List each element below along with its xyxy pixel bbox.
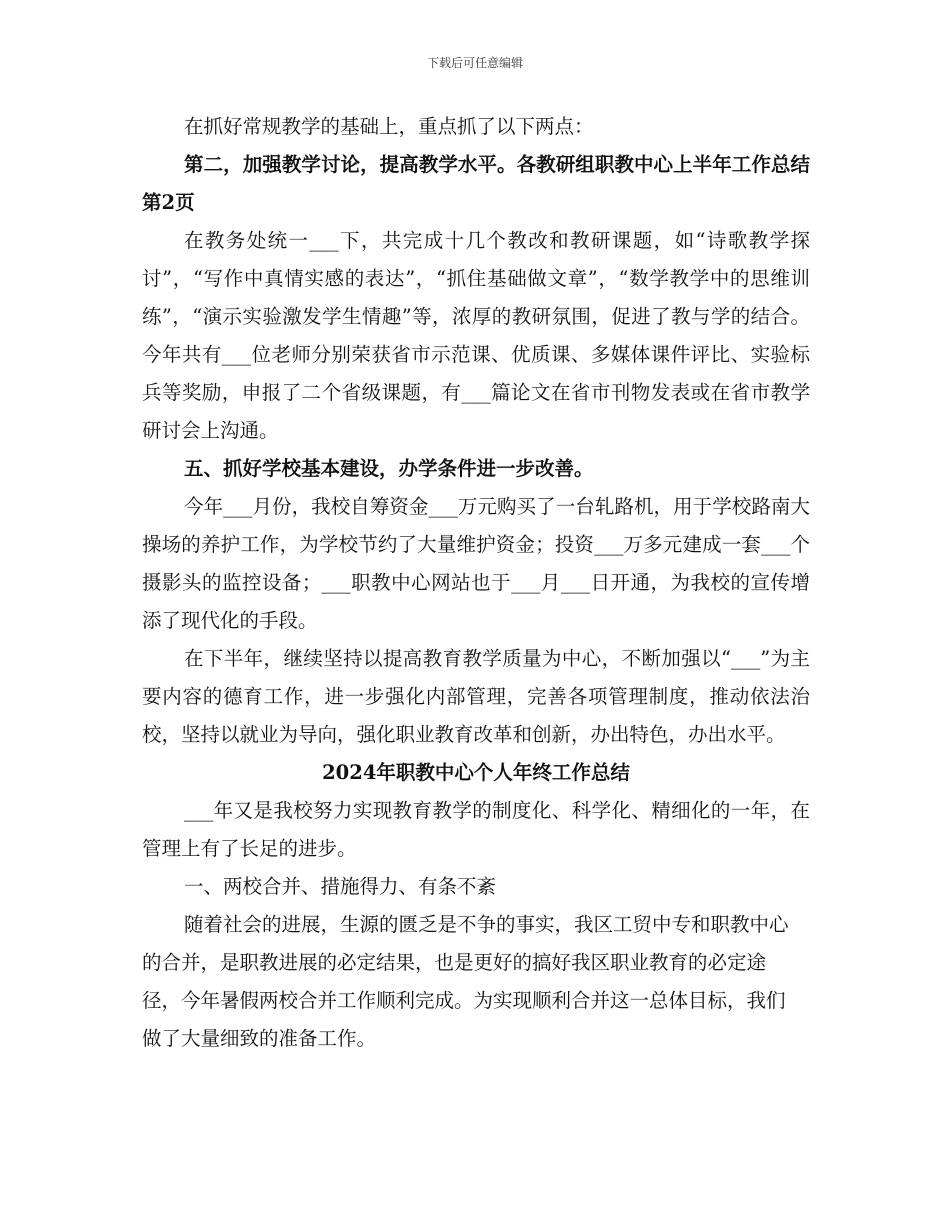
paragraph-construction: 今年___月份，我校自筹资金___万元购买了一台轧路机，用于学校路南大操场的养护工作，为学校节约了大量维护资金；投资___万多元建成一套___个摄影头的监控设备；___职教中心网站也于___月___日开通，为我校的宣传增添了现代化的手段。 xyxy=(142,495,810,632)
paragraph-merge: 随着社会的进展，生源的匮乏是不争的事实，我区工贸中专和职教中心的合并，是职教进展的必定结果，也是更好的搞好我区职业教育的必定途径，今年暑假两校合并工作顺利完成。为实现顺利合并这一总体目标，我们做了大量细致的准备工作。 xyxy=(142,913,789,1050)
section-heading-merge: 一、两校合并、措施得力、有条不紊 xyxy=(184,875,497,898)
paragraph-year-summary: ___年又是我校努力实现教育教学的制度化、科学化、精细化的一年，在管理上有了长足的进步。 xyxy=(142,799,810,860)
paragraph-second-half: 在下半年，继续坚持以提高教育教学质量为中心，不断加强以“___”为主要内容的德育工作，进一步强化内部管理，完善各项管理制度，推动依法治校，坚持以就业为导向，强化职业教育改革和创新，办出特色，办出水平。 xyxy=(142,647,810,746)
paragraph-research: 在教务处统一___下，共完成十几个教改和教研课题，如“诗歌教学探讨”，“写作中真情实感的表达”，“抓住基础做文章”，“数学教学中的思维训练”，“演示实验激发学生情趣”等，浓厚的教研氛围，促进了教与学的结合。今年共有___位老师分别荣获省市示范课、优质课、多媒体课件评比、实验标兵等奖励，申报了二个省级课题，有___篇论文在省市刊物发表或在省市教学研讨会上沟通。 xyxy=(142,229,810,442)
paragraph-intro: 在抓好常规教学的基础上，重点抓了以下两点： xyxy=(184,115,594,138)
section-heading-second: 第二，加强教学讨论，提高教学水平。各教研组职教中心上半年工作总结第2页 xyxy=(142,153,810,214)
document-body xyxy=(142,108,810,1058)
section-heading-five: 五、抓好学校基本建设，办学条件进一步改善。 xyxy=(184,457,594,480)
document-title: 2024年职教中心个人年终工作总结 xyxy=(322,761,630,784)
page-header: 下载后可任意编辑 xyxy=(426,56,523,70)
